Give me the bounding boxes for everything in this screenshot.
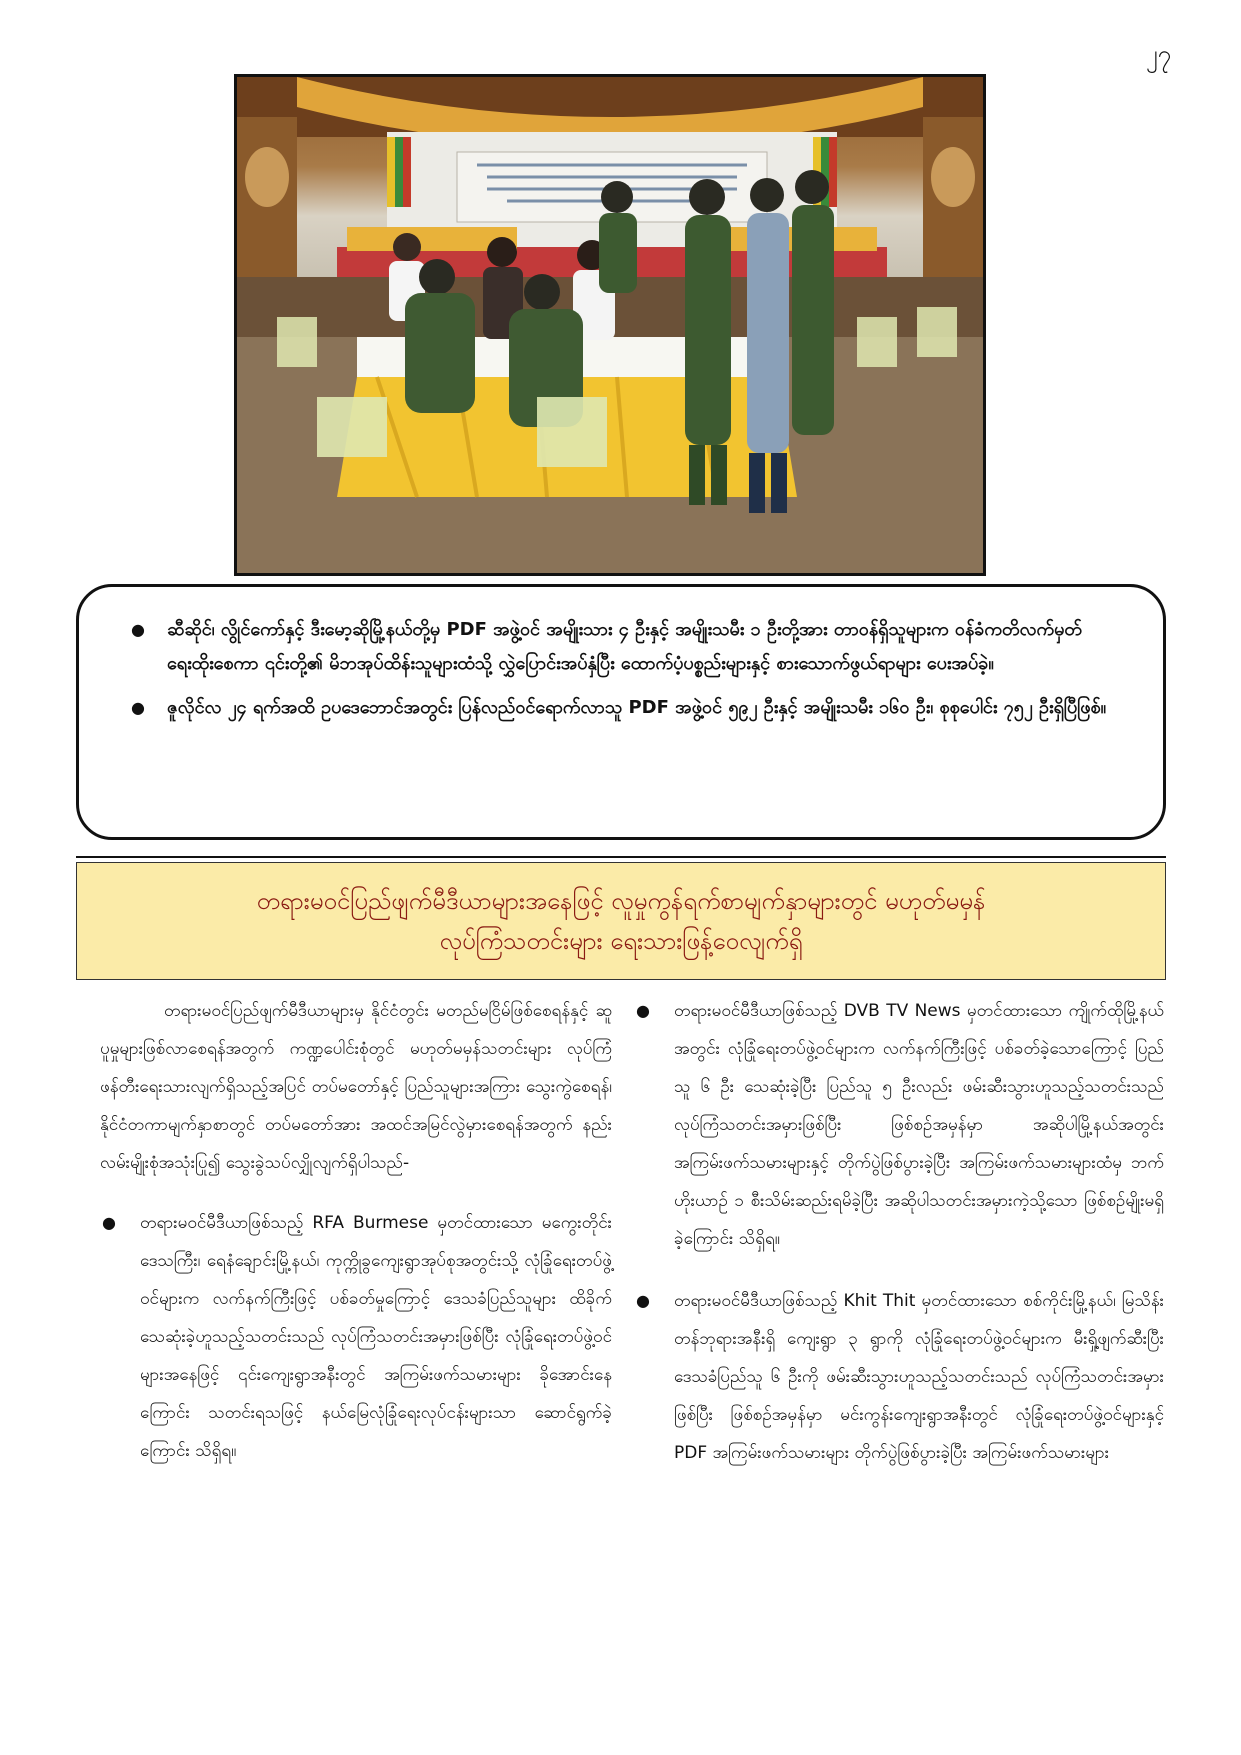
news-item: ● တရားမဝင်မီဒီယာဖြစ်သည့် RFA Burmese မှတင်ထားသော မကွေးတိုင်းဒေသကြီး၊ ရေနံချောင်းမြို့နယ်၊ ကုက္ကိုခွကျေးရွာအုပ်စုအတွင်းသို့ လုံခြုံရေးတပ်ဖွဲ့ဝင်များက လက်နက်ကြီးဖြင့် ပစ်ခတ်မှုကြောင့် ဒေသခံပြည်သူများ ထိခိုက်သေဆုံးခဲ့ဟူသည့်သတင်းသည် လုပ်ကြံသတင်းအမှားဖြစ်ပြီး လုံခြုံရေးတပ်ဖွဲ့ဝင်များအနေဖြင့် ၎င်းကျေးရွာအနီးတွင် အကြမ်းဖက်သမားများ ခိုအောင်းနေကြောင်း သတင်းရသဖြင့် နယ်မြေလုံခြုံရေးလုပ်ငန်းများသာ ဆောင်ရွက်ခဲ့ကြောင်း သိရှိရ။	[100, 1204, 612, 1470]
news-item: ● တရားမဝင်မီဒီယာဖြစ်သည့် DVB TV News မှတင်ထားသော ကျိုက်ထိုမြို့နယ်အတွင်း လုံခြုံရေးတပ်ဖွဲ့ဝင်များက လက်နက်ကြီးဖြင့် ပစ်ခတ်ခဲ့သောကြောင့် ပြည်သူ ၆ ဦး သေဆုံးခဲ့ပြီး ပြည်သူ ၅ ဦးလည်း ဖမ်းဆီးသွားဟူသည့်သတင်းသည် လုပ်ကြံသတင်းအမှားဖြစ်ပြီး ဖြစ်စဉ်အမှန်မှာ အဆိုပါမြို့နယ်အတွင်း အကြမ်းဖက်သမားများနှင့် တိုက်ပွဲဖြစ်ပွားခဲ့ပြီး အကြမ်းဖက်သမားများထံမှ ဘက်ဟိုးယာဉ် ၁ စီးသိမ်းဆည်းရမိခဲ့ပြီး အဆိုပါသတင်းအမှားကဲ့သို့သော ဖြစ်စဉ်မျိုးမရှိခဲ့ကြောင်း သိရှိရ။	[634, 992, 1164, 1258]
news-item: ● တရားမဝင်မီဒီယာဖြစ်သည့် Khit Thit မှတင်ထားသော စစ်ကိုင်းမြို့နယ်၊ မြသိန်းတန်ဘုရားအနီးရှိ ကျေးရွာ ၃ ရွာကို လုံခြုံရေးတပ်ဖွဲ့ဝင်များက မီးရှို့ဖျက်ဆီးပြီး ဒေသခံပြည်သူ ၆ ဦးကို ဖမ်းဆီးသွားဟူသည့်သတင်းသည် လုပ်ကြံသတင်းအမှားဖြစ်ပြီး ဖြစ်စဉ်အမှန်မှာ မင်းကွန်းကျေးရွာအနီးတွင် လုံခြုံရေးတပ်ဖွဲ့ဝင်များနှင့် PDF အကြမ်းဖက်သမားများ တိုက်ပွဲဖြစ်ပွားခဲ့ပြီး အကြမ်းဖက်သမားများ	[634, 1282, 1164, 1472]
left-column	[100, 992, 612, 1494]
summary-box	[76, 584, 1166, 840]
photo-meeting-scene	[234, 74, 986, 576]
headline-line-2: လုပ်ကြံသတင်းများ ရေးသားဖြန့်ဝေလျက်ရှိ	[439, 927, 803, 955]
headline-line-1: တရားမဝင်ပြည်ဖျက်မီဒီယာများအနေဖြင့် လူမှုကွန်ရက်စာမျက်နှာများတွင် မဟုတ်မမှန်	[256, 887, 986, 915]
photo-meeting-scene-icon	[237, 77, 983, 573]
page-number: ၂၇	[1145, 40, 1171, 68]
section-divider	[76, 856, 1166, 858]
intro-paragraph: တရားမဝင်ပြည်ဖျက်မီဒီယာများမှ နိုင်ငံတွင်း မတည်မငြိမ်ဖြစ်စေရန်နှင့် ဆူပူမှုများဖြစ်လာစေရန်အတွက် ကဏ္ဍပေါင်းစုံတွင် မဟုတ်မမှန်သတင်းများ လုပ်ကြံဖန်တီးရေးသားလျက်ရှိသည့်အပြင် တပ်မတော်နှင့် ပြည်သူများအကြား သွေးကွဲစေရန်၊ နိုင်ငံတကာမျက်နှာစာတွင် တပ်မတော်အား အထင်အမြင်လွဲမှားစေရန်အတွက် နည်းလမ်းမျိုးစုံအသုံးပြု၍ သွေးခွဲသပ်လျှိုလျက်ရှိပါသည်-	[100, 1001, 612, 1173]
summary-bullet: ● ဆီဆိုင်၊ လွိုင်ကော်နှင့် ဒီးမော့ဆိုမြို့နယ်တို့မှ PDF အဖွဲ့ဝင် အမျိုးသား ၄ ဦးနှင့် အမျိုးသမီး ၁ ဦးတို့အား တာဝန်ရှိသူများက ဝန်ခံကတိလက်မှတ်ရေးထိုးစေကာ ၎င်းတို့၏ မိဘအုပ်ထိန်းသူများထံသို့ လွှဲပြောင်းအပ်နှံပြီး ထောက်ပံ့ပစ္စည်းများနှင့် စားသောက်ဖွယ်ရာများ ပေးအပ်ခဲ့။	[131, 613, 1123, 681]
summary-bullet: ● ဇူလိုင်လ ၂၄ ရက်အထိ ဥပဒေဘောင်အတွင်း ပြန်လည်ဝင်ရောက်လာသူ PDF အဖွဲ့ဝင် ၅၉၂ ဦးနှင့် အမျိုးသမီး ၁၆၀ ဦး၊ စုစုပေါင်း ၇၅၂ ဦးရှိပြီဖြစ်။	[131, 691, 1123, 725]
section-headline	[76, 862, 1166, 980]
right-column	[634, 992, 1164, 1496]
